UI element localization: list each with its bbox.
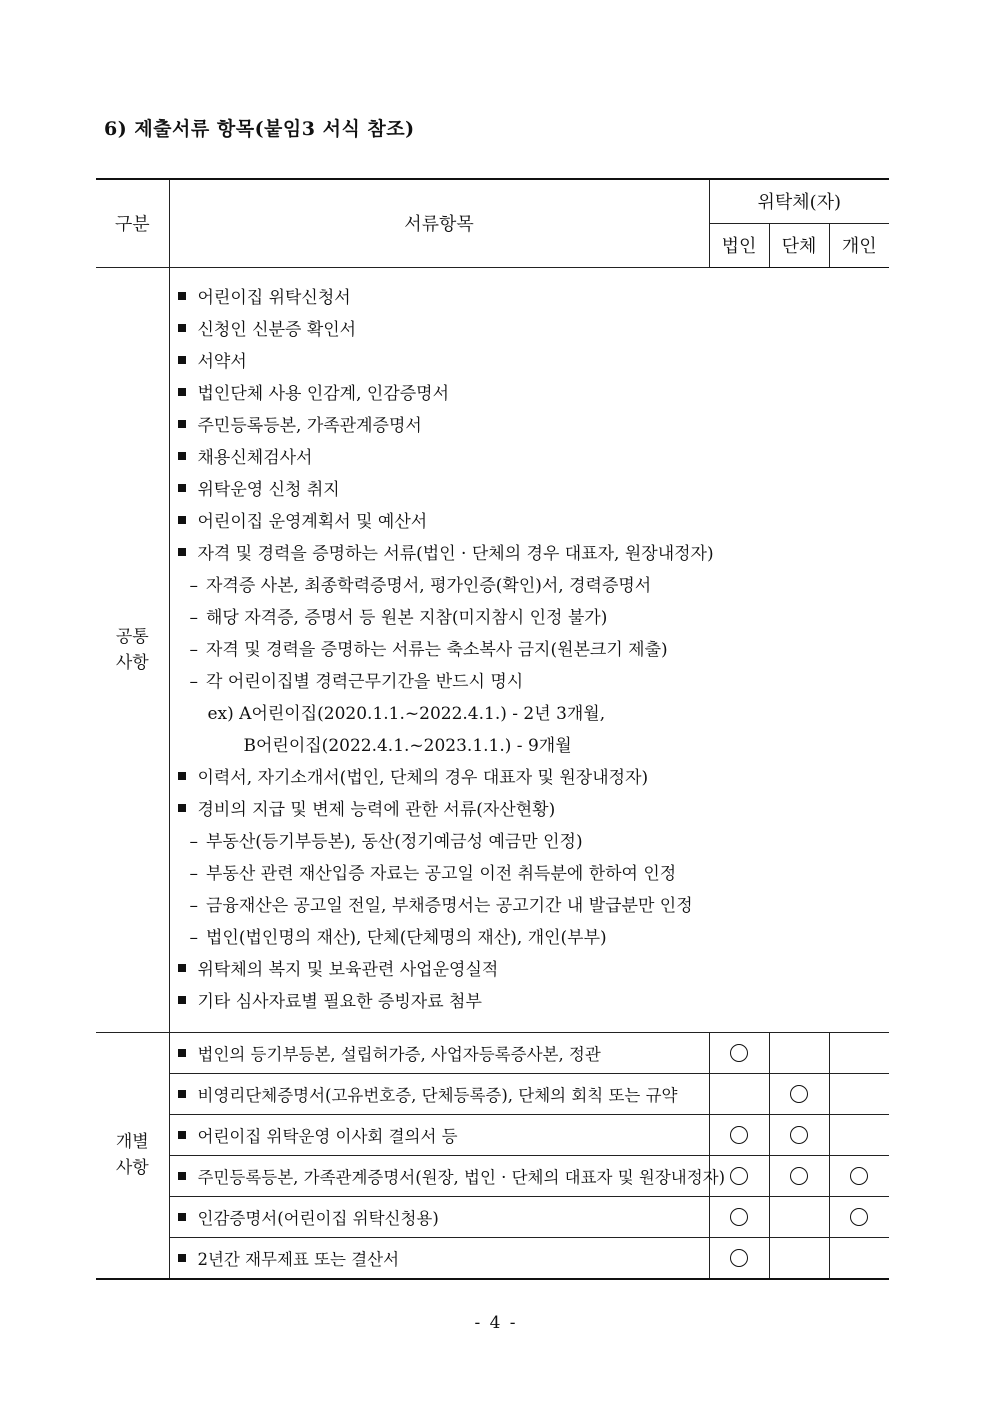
circle-mark-icon [850,1208,868,1226]
mark-cell-person [829,1032,889,1073]
header-items: 서류항목 [169,179,709,267]
list-item-text: 각 어린이집별 경력근무기간을 반드시 명시 [206,671,524,692]
row-item-text: 비영리단체증명서(고유번호증, 단체등록증), 단체의 회칙 또는 규약 [197,1085,678,1105]
list-item [178,378,886,410]
documents-table [96,178,889,1280]
square-bullet-icon [178,356,186,364]
dash-bullet-icon: – [189,863,198,884]
mark-cell-group [769,1114,829,1155]
square-bullet-icon [178,452,186,460]
mark-cell-group [769,1237,829,1279]
list-item-text: 해당 자격증, 증명서 등 원본 지참(미지참시 인정 불가) [206,607,608,628]
mark-cell-person [829,1073,889,1114]
list-item-text: ex) A어린이집(2020.1.1.~2022.4.1.) - 2년 3개월, [207,703,606,724]
list-item [178,538,886,570]
circle-mark-icon [790,1167,808,1185]
list-item-text: 자격증 사본, 최종학력증명서, 평가인증(확인)서, 경력증명서 [206,575,652,596]
square-bullet-icon [178,1090,186,1098]
individual-label-2: 사항 [115,1158,149,1178]
list-subitem [178,730,886,762]
header-corp: 법인 [709,223,769,267]
dash-bullet-icon: – [189,831,198,852]
list-item [178,986,886,1018]
row-item-text: 2년간 재무제표 또는 결산서 [197,1249,400,1269]
mark-cell-person [829,1114,889,1155]
square-bullet-icon [178,548,186,556]
square-bullet-icon [178,804,186,812]
circle-mark-icon [730,1044,748,1062]
list-subitem [178,634,886,666]
list-subitem [178,890,886,922]
dash-bullet-icon: – [189,927,198,948]
list-subitem [178,858,886,890]
list-item-text: 이력서, 자기소개서(법인, 단체의 경우 대표자 및 원장내정자) [197,767,649,788]
row-item-text: 어린이집 위탁운영 이사회 결의서 등 [197,1126,458,1146]
list-item-text: 경비의 지급 및 변제 능력에 관한 서류(자산현황) [197,799,556,820]
list-item [178,314,886,346]
square-bullet-icon [178,772,186,780]
list-item [178,474,886,506]
list-subitem [178,666,886,698]
list-item-text: 위탁운영 신청 취지 [197,479,340,500]
square-bullet-icon [178,1254,186,1262]
list-item-text: 서약서 [197,351,247,372]
list-item-text: 자격 및 경력을 증명하는 서류는 축소복사 금지(원본크기 제출) [206,639,668,660]
list-item-text: 주민등록등본, 가족관계증명서 [197,415,422,436]
individual-category [96,1032,169,1279]
section-heading: 6) 제출서류 항목(붙임3 서식 참조) [104,118,415,140]
header-category: 구분 [96,179,169,267]
square-bullet-icon [178,1131,186,1139]
row-item [169,1155,726,1196]
common-label-1: 공통 [115,626,149,647]
list-item [178,442,886,474]
square-bullet-icon [178,516,186,524]
list-item-text: 법인(법인명의 재산), 단체(단체명의 재산), 개인(부부) [206,927,607,948]
mark-cell-corp [709,1114,769,1155]
list-item-text: 부동산 관련 재산입증 자료는 공고일 이전 취득분에 한하여 인정 [206,863,677,884]
mark-cell-corp [709,1196,769,1237]
list-item [178,346,886,378]
square-bullet-icon [178,964,186,972]
table-row [96,1114,889,1155]
list-subitem [178,922,886,954]
table-row [96,1196,889,1237]
circle-mark-icon [790,1126,808,1144]
list-item-text: 채용신체검사서 [197,447,313,468]
list-subitem [178,826,886,858]
list-item-text: 부동산(등기부등본), 동산(정기예금성 예금만 인정) [206,831,583,852]
list-item-text: 어린이집 위탁신청서 [197,287,351,308]
list-item-text: 어린이집 운영계획서 및 예산서 [197,511,428,532]
list-item-text: 법인단체 사용 인감계, 인감증명서 [197,383,450,404]
mark-cell-person [829,1155,889,1196]
circle-mark-icon [790,1085,808,1103]
circle-mark-icon [730,1249,748,1267]
mark-cell-group [769,1073,829,1114]
list-item-text: 위탁체의 복지 및 보육관련 사업운영실적 [197,959,499,980]
mark-cell-corp [709,1073,769,1114]
row-item [169,1073,709,1114]
row-item-text: 법인의 등기부등본, 설립허가증, 사업자등록증사본, 정관 [197,1044,601,1064]
row-item-text: 인감증명서(어린이집 위탁신청용) [197,1208,439,1228]
list-item-text: B어린이집(2022.4.1.~2023.1.1.) - 9개월 [243,735,572,756]
circle-mark-icon [730,1126,748,1144]
row-item [169,1196,709,1237]
list-item [178,954,886,986]
mark-cell-group [769,1196,829,1237]
list-item [178,762,886,794]
header-entity: 위탁체(자) [709,179,889,223]
list-subitem [178,570,886,602]
list-item [178,506,886,538]
dash-bullet-icon: – [189,607,198,628]
square-bullet-icon [178,324,186,332]
list-item [178,410,886,442]
square-bullet-icon [178,388,186,396]
table-row [96,1155,889,1196]
square-bullet-icon [178,484,186,492]
row-item-text: 주민등록등본, 가족관계증명서(원장, 법인 · 단체의 대표자 및 원장내정자) [197,1167,726,1187]
header-group: 단체 [769,223,829,267]
circle-mark-icon [730,1167,748,1185]
list-item [178,794,886,826]
mark-cell-corp [709,1032,769,1073]
square-bullet-icon [178,1049,186,1057]
mark-cell-group [769,1032,829,1073]
common-items-list [169,267,889,1032]
square-bullet-icon [178,1172,186,1180]
circle-mark-icon [850,1167,868,1185]
row-item [169,1114,709,1155]
individual-label-1: 개별 [115,1132,149,1152]
page-number: - 4 - [474,1313,518,1333]
common-row [96,267,889,1032]
dash-bullet-icon: – [189,639,198,660]
row-item [169,1237,709,1279]
common-category [96,267,169,1032]
list-item-text: 기타 심사자료별 필요한 증빙자료 첨부 [197,991,482,1012]
dash-bullet-icon: – [189,575,198,596]
square-bullet-icon [178,420,186,428]
square-bullet-icon [178,996,186,1004]
list-item-text: 신청인 신분증 확인서 [197,319,357,340]
mark-cell-person [829,1237,889,1279]
mark-cell-corp [709,1237,769,1279]
list-subitem [178,602,886,634]
table-row [96,1073,889,1114]
table-row [96,1032,889,1073]
dash-bullet-icon: – [189,671,198,692]
table-row [96,1237,889,1279]
mark-cell-person [829,1196,889,1237]
dash-bullet-icon: – [189,895,198,916]
header-person: 개인 [829,223,889,267]
common-label-2: 사항 [115,652,149,673]
mark-cell-group [769,1155,829,1196]
list-item-text: 자격 및 경력을 증명하는 서류(법인 · 단체의 경우 대표자, 원장내정자) [197,543,714,564]
square-bullet-icon [178,1213,186,1221]
list-subitem [178,698,886,730]
list-item-text: 금융재산은 공고일 전일, 부채증명서는 공고기간 내 발급분만 인정 [206,895,693,916]
square-bullet-icon [178,292,186,300]
list-item [178,282,886,314]
circle-mark-icon [730,1208,748,1226]
row-item [169,1032,709,1073]
